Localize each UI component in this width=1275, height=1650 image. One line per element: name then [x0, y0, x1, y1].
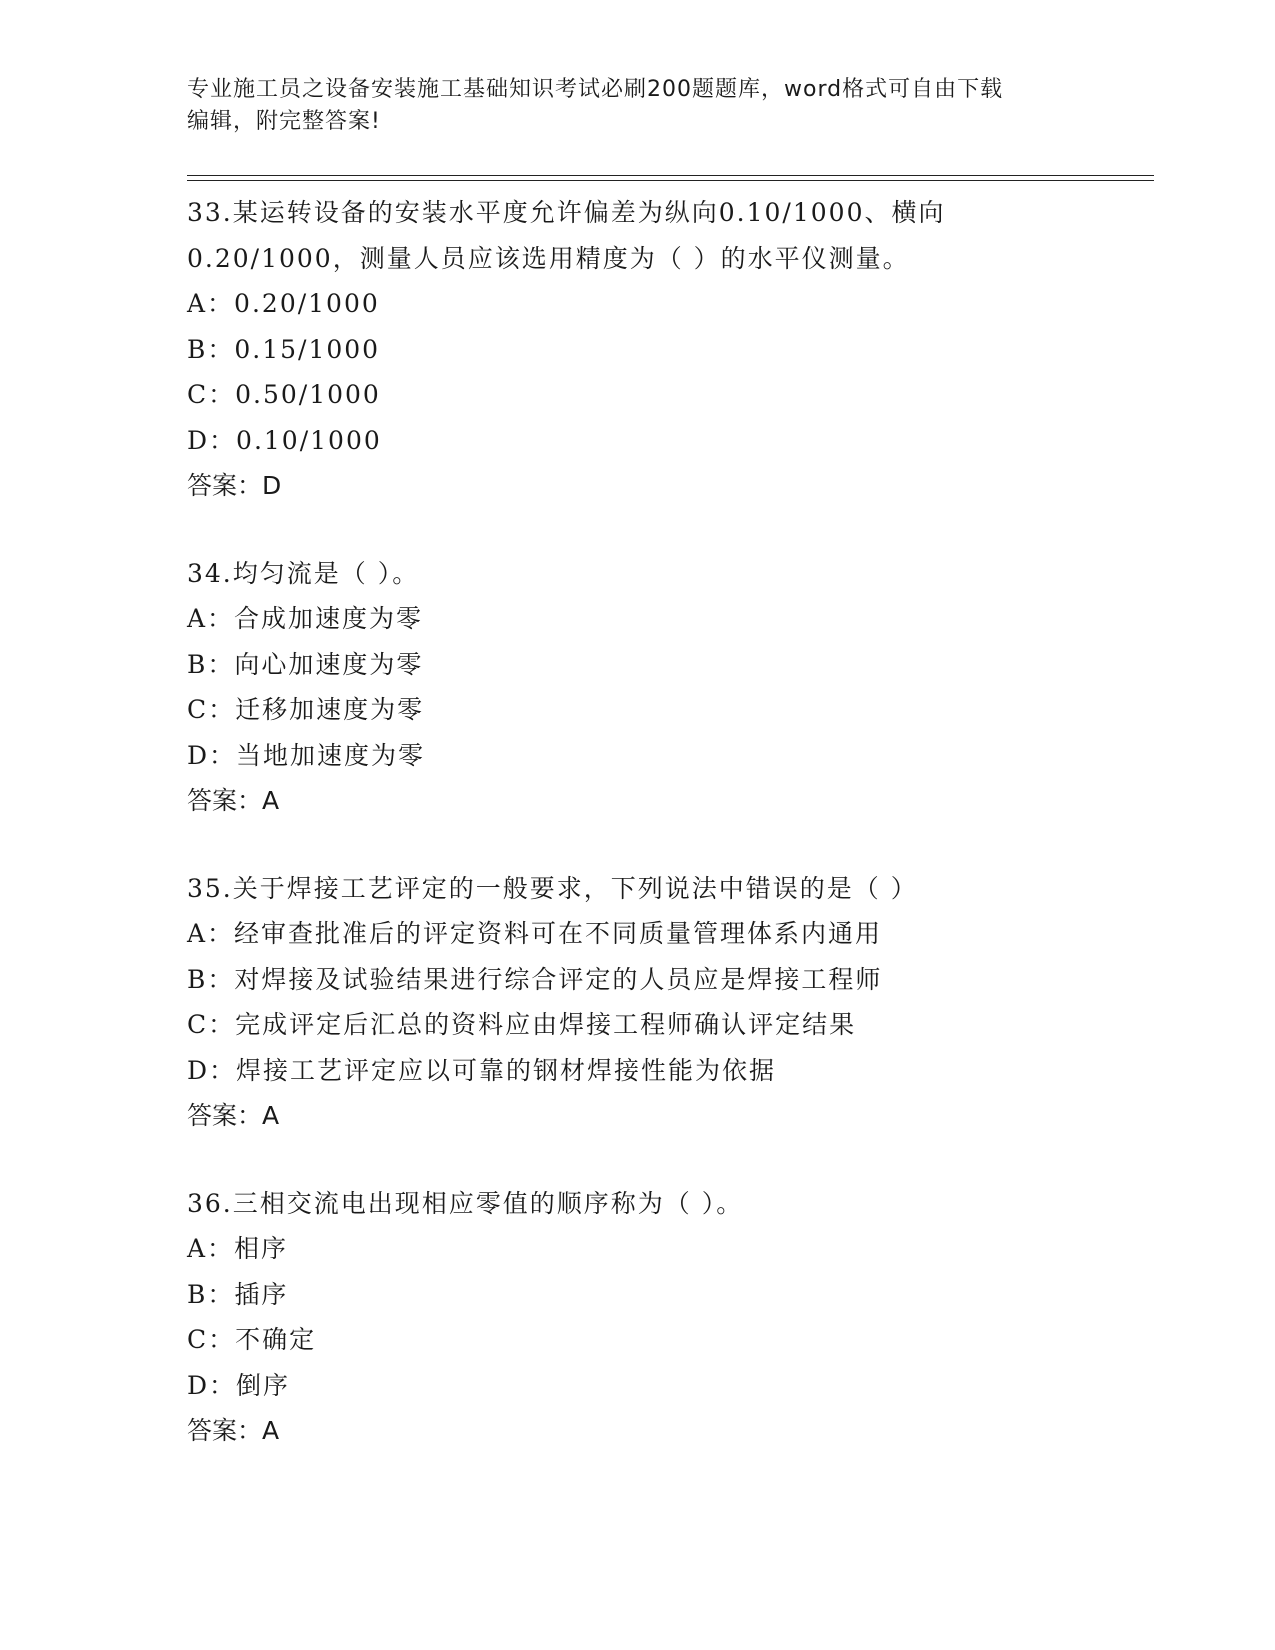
question-34 — [187, 551, 1147, 824]
option-b: B：插序 — [187, 1279, 289, 1309]
question-stem: 33.某运转设备的安装水平度允许偏差为纵向0.10/1000、横向 — [187, 198, 946, 227]
question-stem: 0.20/1000，测量人员应该选用精度为（ ）的水平仪测量。 — [187, 243, 910, 273]
question-35 — [187, 866, 1147, 1139]
answer-line: 答案：A — [187, 1101, 280, 1130]
answer-line: 答案：A — [187, 1416, 280, 1445]
question-stem: 36.三相交流电出现相应零值的顺序称为（ ）。 — [187, 1188, 744, 1218]
option-b: B：向心加速度为零 — [187, 649, 424, 679]
option-a: A：合成加速度为零 — [187, 604, 424, 633]
document-header — [187, 74, 1067, 138]
answer-line: 答案：A — [187, 786, 280, 815]
option-c: C：不确定 — [187, 1325, 317, 1354]
option-c: C：迁移加速度为零 — [187, 695, 425, 724]
option-c: C：0.50/1000 — [187, 380, 381, 409]
question-stem: 35.关于焊接工艺评定的一般要求，下列说法中错误的是（ ） — [187, 873, 918, 903]
header-divider-top — [187, 175, 1154, 176]
option-d: D：焊接工艺评定应以可靠的钢材焊接性能为依据 — [187, 1055, 777, 1085]
question-36 — [187, 1181, 1147, 1454]
option-c: C：完成评定后汇总的资料应由焊接工程师确认评定结果 — [187, 1010, 857, 1039]
option-d: D：0.10/1000 — [187, 425, 382, 455]
option-a: A：经审查批准后的评定资料可在不同质量管理体系内通用 — [187, 919, 883, 948]
option-a: A：0.20/1000 — [187, 289, 380, 318]
option-d: D：倒序 — [187, 1370, 291, 1400]
answer-line: 答案：D — [187, 471, 282, 500]
question-stem: 34.均匀流是（ ）。 — [187, 558, 420, 588]
option-b: B：0.15/1000 — [187, 334, 381, 364]
question-33 — [187, 190, 1147, 509]
header-title-line-1: 专业施工员之设备安装施工基础知识考试必刷200题题库，word格式可自由下载 — [187, 77, 1004, 102]
option-b: B：对焊接及试验结果进行综合评定的人员应是焊接工程师 — [187, 964, 883, 994]
header-divider-bottom — [187, 180, 1154, 181]
option-d: D：当地加速度为零 — [187, 740, 426, 770]
option-a: A：相序 — [187, 1234, 289, 1263]
question-list — [187, 190, 1147, 1496]
header-title-line-2: 编辑，附完整答案! — [187, 109, 381, 134]
